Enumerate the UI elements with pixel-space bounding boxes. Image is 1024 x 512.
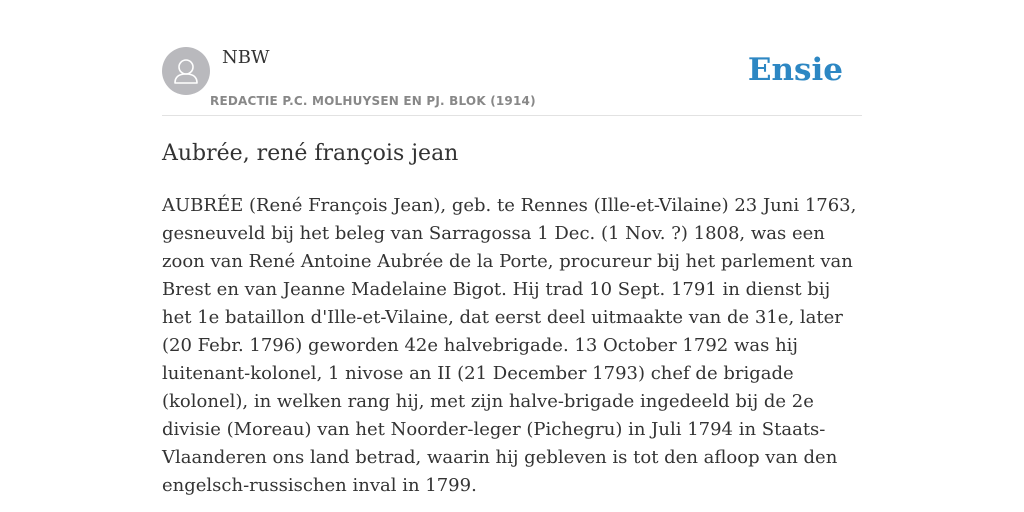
page-title: Aubrée, rené françois jean — [162, 141, 459, 166]
header-divider — [162, 115, 862, 116]
article-body: AUBRÉE (René François Jean), geb. te Rennes (Ille-et-Vilaine) 23 Juni 1763, gesneuveld bij het beleg van Sarragossa 1 Dec. (1 Nov. ?) 1808, was een zoon van René Antoine Aubrée de la Porte, procureur bij het parlement van Brest en van Jeanne Madelaine Bigot. Hij trad 10 Sept. 1791 in dienst bij het 1e bataillon d'Ille-et-Vilaine, dat eerst deel uitmaakte van de 31e, later (20 Febr. 1796) geworden 42e halvebrigade. 13 October 1792 was hij luitenant-kolonel, 1 nivose an II (21 December 1793) chef de brigade (kolonel), in welken rang hij, met zijn halve-brigade ingedeeld bij de 2e divisie (Moreau) van het Noorder-leger (Pichegru) in Juli 1794 in Staats-Vlaanderen ons land betrad, waarin hij gebleven is tot den afloop van den engelsch-russischen inval in 1799. — [162, 195, 857, 496]
source-credit: REDACTIE P.C. MOLHUYSEN EN PJ. BLOK (1914) — [210, 94, 536, 108]
author-avatar[interactable] — [162, 47, 210, 95]
brand-logo[interactable]: Ensie — [747, 52, 843, 88]
user-placeholder-icon — [162, 47, 210, 95]
author-name[interactable]: NBW — [222, 47, 270, 68]
